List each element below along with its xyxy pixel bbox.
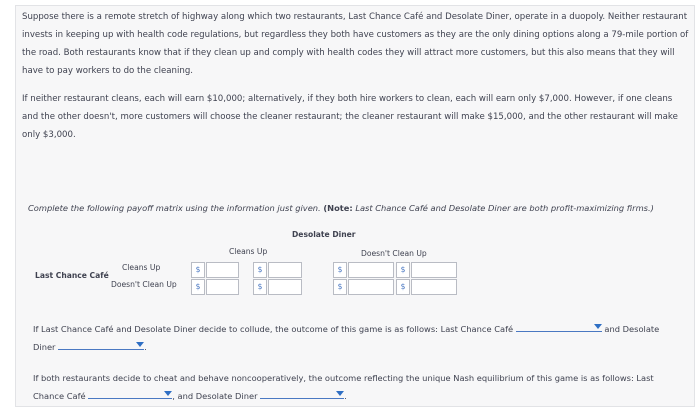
chevron-down-icon [164,391,172,396]
payoff-input-cc-cafe[interactable] [206,262,239,278]
question-panel [15,5,695,407]
nash-question [33,369,683,405]
currency-sign: $ [253,262,267,278]
nash-diner-dropdown[interactable] [260,388,344,399]
problem-paragraph-1: Suppose there is a remote stretch of highway along which two restaurants, Last Chance Café and Desolate Diner, operate in a duopoly. Neither restaurant invests in keeping up with health code regulations, but regardless they both have customers as they are the only dining options along a 79-mile portion of the road. Both restaurants know that if they clean up and comply with health codes they will attract more customers, but this also means that they will have to pay workers to do the cleaning. [22,12,689,76]
currency-sign: $ [333,262,347,278]
instruction [28,203,654,213]
chevron-down-icon [336,391,344,396]
collusion-diner-dropdown[interactable] [58,339,144,350]
currency-sign: $ [191,262,205,278]
row-player-label: Last Chance Café [35,271,109,280]
collusion-question [33,320,683,356]
payoff-input-dc-cafe[interactable] [206,279,239,295]
currency-sign: $ [396,262,410,278]
nash-text-a: If both restaurants decide to cheat and behave noncooperatively, the outcome reflecting the unique Nash equilibrium of this game is as follows: Last [33,373,654,383]
nash-text-d: . [344,391,347,401]
currency-sign: $ [191,279,205,295]
payoff-input-cd-cafe[interactable] [348,262,394,278]
instruction-lead: Complete the following payoff matrix using the information just given. [28,203,321,213]
column-player-label: Desolate Diner [292,230,356,239]
column-cleans-up-label: Cleans Up [229,247,268,256]
chevron-down-icon [594,324,602,329]
collusion-text-b: and Desolate [604,324,660,334]
collusion-text-c: Diner [33,342,56,352]
column-doesnt-clean-label: Doesn't Clean Up [361,249,427,258]
payoff-input-dd-cafe[interactable] [348,279,394,295]
payoff-input-cc-diner[interactable] [268,262,302,278]
instruction-note-text: Last Chance Café and Desolate Diner are both profit-maximizing firms.) [352,203,654,213]
currency-sign: $ [396,279,410,295]
collusion-text-d: . [144,342,147,352]
collusion-text-a: If Last Chance Café and Desolate Diner decide to collude, the outcome of this game is as follows: Last Chance Café [33,324,514,334]
nash-text-c: , and Desolate Diner [172,391,258,401]
row-cleans-up-label: Cleans Up [122,263,161,272]
currency-sign: $ [253,279,267,295]
row-doesnt-clean-label: Doesn't Clean Up [111,280,177,289]
problem-paragraph-2: If neither restaurant cleans, each will earn $10,000; alternatively, if they both hire workers to clean, each will earn only $7,000. However, if one cleans and the other doesn't, more customers will choose the cleaner restaurant; the cleaner restaurant will make $15,000, and the other restaurant will make only $3,000. [22,94,678,140]
instruction-note-label: (Note: [323,203,353,213]
currency-sign: $ [333,279,347,295]
payoff-input-cd-diner[interactable] [411,262,457,278]
nash-cafe-dropdown[interactable] [88,388,172,399]
collusion-cafe-dropdown[interactable] [516,321,602,332]
nash-text-b: Chance Café [33,391,86,401]
chevron-down-icon [136,342,144,347]
payoff-input-dd-diner[interactable] [411,279,457,295]
payoff-input-dc-diner[interactable] [268,279,302,295]
